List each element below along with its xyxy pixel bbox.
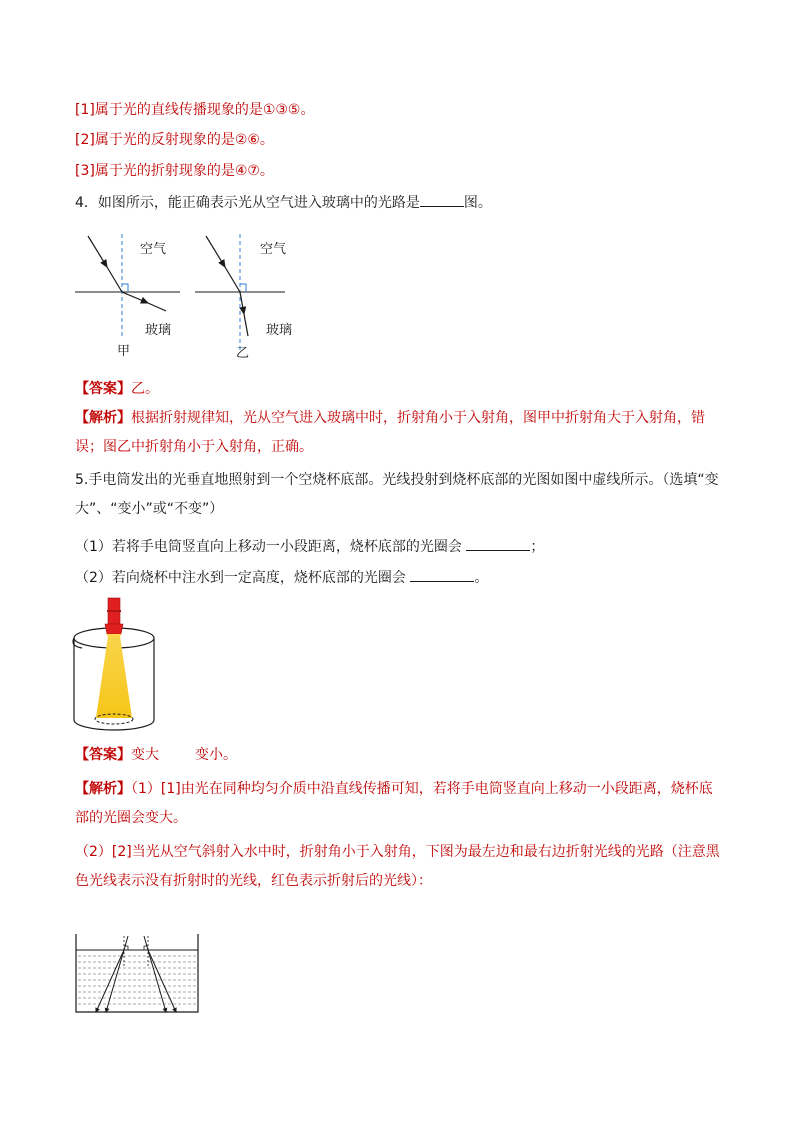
q5-answer-1: 变大 [131, 747, 159, 763]
q5-sub1 [75, 536, 544, 557]
q4-figure-jia [72, 226, 187, 362]
q4-stem-post: 图。 [463, 195, 492, 211]
q5-analysis-1-text: （1）[1]由光在同种均匀介质中沿直线传播可知，若将手电筒竖直向上移动一小段距离，烧杯底部的光圈会变大。 [75, 781, 713, 826]
yi-caption: 乙 [236, 346, 250, 361]
flashlight-head [105, 624, 123, 634]
item-1: [1]属于光的直线传播现象的是①③⑤。 [75, 102, 315, 118]
container-outline [76, 934, 198, 1012]
q4-stem [75, 192, 492, 213]
q4-figure-yi [192, 226, 307, 362]
jia-glass-label: 玻璃 [145, 323, 172, 338]
q5-sub2-post: 。 [474, 570, 489, 586]
yi-incident-ray [206, 236, 225, 267]
q5-analysis-tag: 【解析】 [75, 781, 131, 797]
yi-refracted-ray [240, 292, 244, 314]
jia-incident-ray-tail [107, 267, 122, 292]
q5-sub2-pre: （2）若向烧杯中注水到一定高度，烧杯底部的光圈会 [75, 570, 406, 586]
q5-sub1-pre: （1）若将手电筒竖直向上移动一小段距离，烧杯底部的光圈会 [75, 539, 462, 555]
item-2: [2]属于光的反射现象的是②⑥。 [75, 132, 274, 148]
q5-analysis-1 [75, 775, 725, 833]
q5-flashlight-beaker-figure [68, 596, 160, 740]
unrefracted-right [148, 950, 176, 1012]
q4-answer [75, 379, 159, 399]
jia-refracted-ray [122, 292, 148, 303]
q4-analysis [75, 404, 725, 462]
flashlight-band [107, 610, 121, 612]
q4-answer-tag: 【答案】 [75, 381, 131, 397]
q5-answer-2: 变小。 [195, 747, 237, 763]
q5-sub2-blank[interactable] [410, 567, 474, 582]
yi-right-angle-mark [240, 284, 246, 292]
yi-air-label: 空气 [260, 242, 287, 257]
refracted-right [148, 950, 166, 1012]
q4-answer-text: 乙。 [131, 381, 159, 397]
q5-answer-tag: 【答案】 [75, 747, 131, 763]
q5-sub2 [75, 567, 488, 588]
yi-incident-ray-tail [225, 267, 240, 292]
jia-air-label: 空气 [140, 242, 167, 257]
jia-refracted-ray-tail [148, 303, 166, 311]
incident-right [144, 936, 148, 950]
unrefracted-left [96, 950, 124, 1012]
q5-answer [75, 745, 237, 765]
q4-analysis-tag: 【解析】 [75, 410, 131, 426]
water-hatching [78, 956, 196, 1004]
right-angle-mark [124, 946, 148, 950]
q4-analysis-text: 根据折射规律知，光从空气进入玻璃中时，折射角小于入射角，图甲中折射角大于入射角，错误；图乙中折射角小于入射角，正确。 [75, 410, 705, 455]
q5-sub1-post: ； [530, 539, 545, 555]
jia-caption: 甲 [117, 344, 131, 359]
q5-sub1-blank[interactable] [466, 536, 530, 551]
refracted-left [106, 950, 124, 1012]
jia-incident-ray [88, 236, 107, 267]
yi-glass-label: 玻璃 [266, 323, 293, 338]
incident-left [124, 936, 128, 950]
q5-analysis-2: （2）[2]当光从空气斜射入水中时，折射角小于入射角，下图为最左边和最右边折射光线的光路（注意黑色光线表示没有折射时的光线，红色表示折射后的光线）： [75, 844, 720, 889]
item-3: [3]属于光的折射现象的是④⑦。 [75, 163, 274, 179]
q4-blank[interactable] [420, 192, 464, 207]
flashlight-lens [107, 634, 121, 636]
yi-refracted-ray-tail [244, 314, 248, 336]
q5-refraction-diagram [72, 930, 202, 1016]
q4-stem-pre: 4．如图所示，能正确表示光从空气进入玻璃中的光路是 [75, 195, 420, 211]
jia-right-angle-mark [122, 284, 128, 292]
q5-stem: 5.手电筒发出的光垂直地照射到一个空烧杯底部。光线投射到烧杯底部的光图如图中虚线所示。（选填“变大”、“变小”或“不变”） [75, 472, 719, 517]
